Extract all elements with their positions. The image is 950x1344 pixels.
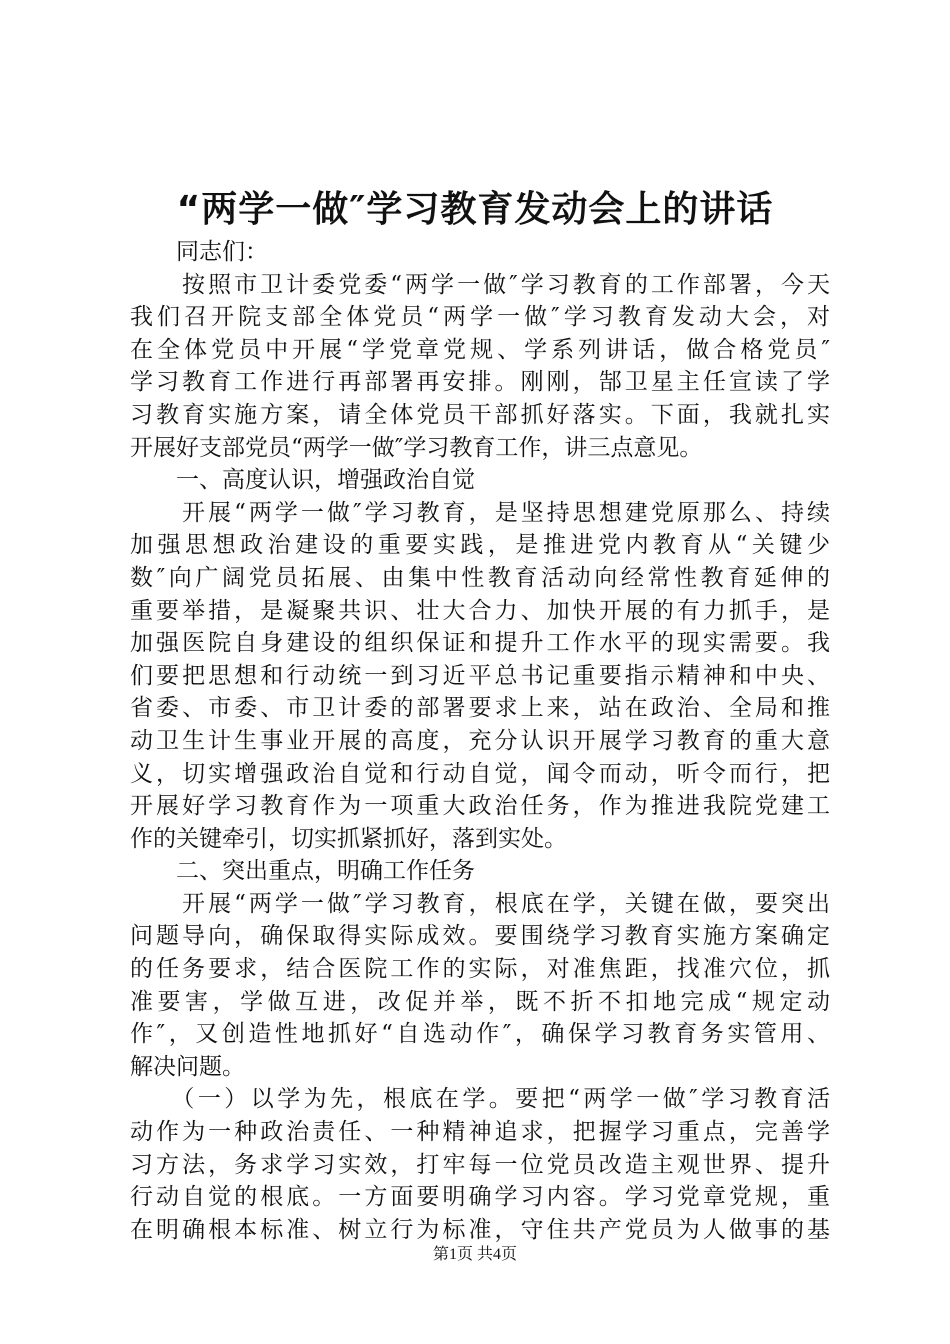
body-line: 重要举措，是凝聚共识、壮大合力、加快开展的有力抓手，是 (130, 597, 830, 624)
body-line: 加强思想政治建设的重要实践，是推进党内教育从“关键少 (130, 532, 830, 559)
body-line: 作的关键牵引，切实抓紧抓好，落到实处。 (130, 825, 567, 852)
body-line: 问题导向，确保取得实际成效。要围绕学习教育实施方案确定 (130, 923, 830, 950)
body-line: 动卫生计生事业开展的高度，充分认识开展学习教育的重大意 (130, 727, 830, 754)
body-line: （一）以学为先，根底在学。要把“两学一做″学习教育活 (130, 1086, 830, 1113)
body-line: 开展好学习教育作为一项重大政治任务，作为推进我院党建工 (130, 793, 830, 820)
body-line: 的任务要求，结合医院工作的实际，对准焦距，找准穴位，抓 (130, 956, 830, 983)
body-line: 们要把思想和行动统一到习近平总书记重要指示精神和中央、 (130, 662, 830, 689)
body-line: 在明确根本标准、树立行为标准，守住共产党员为人做事的基 (130, 1216, 830, 1243)
body-line: 数″向广阔党员拓展、由集中性教育活动向经常性教育延伸的 (130, 564, 830, 591)
body-line: 我们召开院支部全体党员“两学一做″学习教育发动大会，对 (130, 304, 830, 331)
body-line: 二、突出重点，明确工作任务 (130, 858, 475, 885)
body-line: 开展“两学一做″学习教育，根底在学，关键在做，要突出 (130, 890, 830, 917)
body-line: 省委、市委、市卫计委的部署要求上来，站在政治、全局和推 (130, 695, 830, 722)
body-line: 作″，又创造性地抓好“自选动作″，确保学习教育务实管用、 (130, 1021, 830, 1048)
document-title: “两学一做″学习教育发动会上的讲话 (176, 189, 774, 230)
body-line: 加强医院自身建设的组织保证和提升工作水平的现实需要。我 (130, 630, 830, 657)
body-line: 准要害，学做互进，改促并举，既不折不扣地完成“规定动 (130, 988, 830, 1015)
body-line: 解决问题。 (130, 1053, 245, 1080)
page-number: 第1页 共4页 (432, 1246, 517, 1263)
body-line: 在全体党员中开展“学党章党规、学系列讲话，做合格党员″ (130, 336, 830, 363)
body-line: 开展“两学一做″学习教育，是坚持思想建党原那么、持续 (130, 499, 830, 526)
body-line: 习方法，务求学习实效，打牢每一位党员改造主观世界、提升 (130, 1151, 830, 1178)
body-line: 习教育实施方案，请全体党员干部抓好落实。下面，我就扎实 (130, 401, 830, 428)
body-line: 动作为一种政治责任、一种精神追求，把握学习重点，完善学 (130, 1119, 830, 1146)
body-line: 按照市卫计委党委“两学一做″学习教育的工作部署，今天 (130, 271, 830, 298)
body-line: 义，切实增强政治自觉和行动自觉，闻令而动，听令而行，把 (130, 760, 830, 787)
document-body (130, 236, 830, 1246)
body-line: 一、高度认识，增强政治自觉 (130, 467, 475, 494)
body-line: 行动自觉的根底。一方面要明确学习内容。学习党章党规，重 (130, 1184, 830, 1211)
body-line: 同志们： (130, 239, 268, 265)
body-line: 学习教育工作进行再部署再安排。刚刚，郜卫星主任宣读了学 (130, 369, 830, 396)
body-line: 开展好支部党员“两学一做″学习教育工作，讲三点意见。 (130, 434, 703, 461)
